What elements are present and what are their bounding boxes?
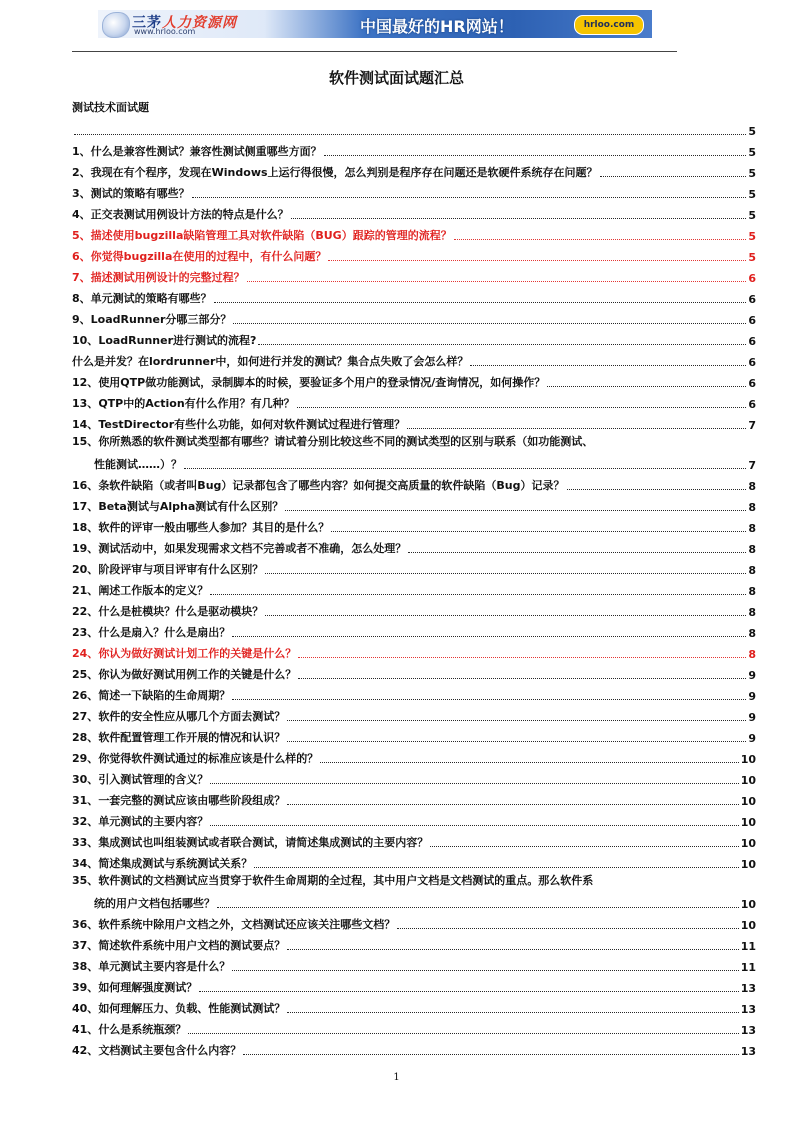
- toc-entry[interactable]: [72, 932, 756, 953]
- toc-dot-leader: [397, 927, 738, 929]
- toc-entry-page: 5: [748, 230, 756, 243]
- toc-dot-leader: [297, 406, 747, 408]
- toc-dot-leader: [214, 301, 747, 303]
- toc-entry-number: 24、: [72, 647, 99, 660]
- toc-entry-label: LoadRunner分哪三部分？: [90, 313, 232, 326]
- toc-entry-label: 什么是兼容性测试？兼容性测试侧重哪些方面？: [90, 145, 322, 158]
- toc-entry-label: 测试活动中，如果发现需求文档不完善或者不准确，怎么处理？: [98, 542, 407, 555]
- toc-entry[interactable]: [72, 432, 756, 472]
- toc-entry[interactable]: [72, 682, 756, 703]
- toc-entry-number: 19、: [72, 542, 99, 555]
- toc-entry[interactable]: [72, 871, 756, 911]
- toc-entry-label-continued: 统的用户文档包括哪些？: [94, 897, 215, 910]
- toc-entry-label: 软件系统中除用户文档之外，文档测试还应该关注哪些文档？: [98, 918, 396, 931]
- toc-dot-leader: [210, 593, 746, 595]
- toc-entry-label: TestDirector有些什么功能，如何对软件测试过程进行管理？: [98, 418, 406, 431]
- toc-entry-page: 10: [740, 753, 756, 766]
- toc-entry-label: 简述集成测试与系统测试关系？: [98, 857, 253, 870]
- toc-entry-label: 如何理解强度测试？: [98, 981, 198, 994]
- toc-dot-leader: [324, 154, 747, 156]
- toc-entry[interactable]: [72, 1016, 756, 1037]
- toc-entry-page: 8: [748, 585, 756, 598]
- toc-entry-page: 11: [740, 940, 756, 953]
- toc-entry[interactable]: [72, 138, 756, 159]
- toc-entry-label: 测试的策略有哪些？: [90, 187, 190, 200]
- toc-entry-page: 10: [740, 858, 756, 871]
- toc-entry[interactable]: [72, 222, 756, 243]
- toc-dot-leader: [407, 427, 746, 429]
- toc-entry-number: 12、: [72, 376, 99, 389]
- toc-entry[interactable]: [72, 995, 756, 1016]
- toc-dot-leader: [287, 1011, 738, 1013]
- toc-entry-label: 简述一下缺陷的生命周期？: [98, 689, 231, 702]
- toc-entry-number: 30、: [72, 773, 99, 786]
- toc-entry-number: 8、: [72, 292, 91, 305]
- toc-entry-page: 8: [748, 606, 756, 619]
- toc-entry-label: 单元测试的策略有哪些？: [90, 292, 212, 305]
- toc-entry-number: 5、: [72, 229, 91, 242]
- toc-entry-page: 13: [740, 982, 756, 995]
- toc-entry[interactable]: [72, 201, 756, 222]
- toc-entry-number: 16、: [72, 479, 99, 492]
- toc-entry-number: 14、: [72, 418, 99, 431]
- toc-dot-leader: [430, 845, 738, 847]
- toc-dot-leader: [287, 803, 738, 805]
- toc-entry-label: 描述使用bugzilla缺陷管理工具对软件缺陷（BUG）跟踪的管理的流程？: [90, 229, 452, 242]
- toc-entry-number: 10、: [72, 334, 99, 347]
- toc-entry-label: 简述软件系统中用户文档的测试要点？: [98, 939, 286, 952]
- toc-entry-page: 6: [748, 272, 756, 285]
- logo-main: 三茅: [132, 15, 162, 31]
- toc-entry-number: 38、: [72, 960, 99, 973]
- toc-entry[interactable]: [72, 306, 756, 327]
- toc-entry-label: QTP中的Action有什么作用？有几种？: [98, 397, 295, 410]
- toc-dot-leader: [232, 969, 738, 971]
- toc-entry[interactable]: [72, 535, 756, 556]
- toc-entry-number: 13、: [72, 397, 99, 410]
- toc-entry-number: 27、: [72, 710, 99, 723]
- toc-entry-number: 33、: [72, 836, 99, 849]
- toc-entry-number: 39、: [72, 981, 99, 994]
- banner-slogan: 中国最好的HR网站！: [360, 17, 514, 36]
- toc-entry-label: 什么是系统瓶颈？: [98, 1023, 187, 1036]
- toc-entry-page: 6: [748, 356, 756, 369]
- toc-entry-page: 5: [748, 188, 756, 201]
- toc-entry[interactable]: [72, 808, 756, 829]
- toc-entry-label: 软件测试的文档测试应当贯穿于软件生命周期的全过程，其中用户文档是文档测试的重点。那么软件系: [98, 874, 594, 887]
- toc-dot-leader: [217, 906, 739, 908]
- toc-entry-label: 什么是桩模块？什么是驱动模块？: [98, 605, 264, 618]
- toc-entry-number: 25、: [72, 668, 99, 681]
- toc-entry[interactable]: [72, 661, 756, 682]
- toc-entry-number: 42、: [72, 1044, 99, 1057]
- toc-entry-label: 文档测试主要包含什么内容？: [98, 1044, 242, 1057]
- toc-entry-label: 正交表测试用例设计方法的特点是什么？: [90, 208, 289, 221]
- toc-entry-number: 34、: [72, 857, 99, 870]
- toc-entry-page: 10: [740, 837, 756, 850]
- toc-entry-page: 5: [748, 209, 756, 222]
- toc-entry-label: 你所熟悉的软件测试类型都有哪些？请试着分别比较这些不同的测试类型的区别与联系（如功能测试、: [98, 435, 594, 448]
- toc-entry[interactable]: [72, 577, 756, 598]
- toc-entry-number: 36、: [72, 918, 99, 931]
- toc-entry-number: 31、: [72, 794, 99, 807]
- toc-entry-page: 8: [748, 564, 756, 577]
- toc-entry-page: 10: [740, 919, 756, 932]
- toc-entry-page: 9: [748, 669, 756, 682]
- toc-entry-number: 41、: [72, 1023, 99, 1036]
- toc-entry[interactable]: [72, 640, 756, 661]
- toc-entry-number: 26、: [72, 689, 99, 702]
- toc-entry-page: 5: [748, 167, 756, 180]
- toc-entry-number: 18、: [72, 521, 99, 534]
- toc-dot-leader: [320, 761, 738, 763]
- toc-entry-number: 4、: [72, 208, 91, 221]
- logo-url: www.hrloo.com: [134, 27, 196, 36]
- toc-entry-page: 10: [740, 774, 756, 787]
- toc-dot-leader: [265, 614, 746, 616]
- toc-entry-page: 8: [748, 522, 756, 535]
- toc-entry-label: 我现在有个程序，发现在Windows上运行得很慢，怎么判别是程序存在问题还是软硬件系统存在问题？: [90, 166, 598, 179]
- toc-entry[interactable]: [72, 974, 756, 995]
- toc-entry-number: 9、: [72, 313, 91, 326]
- toc-entry-number: 3、: [72, 187, 91, 200]
- toc-entry-label: 条软件缺陷（或者叫Bug）记录都包含了哪些内容？如何提交高质量的软件缺陷（Bug）记录？: [98, 479, 565, 492]
- toc-entry-page: 6: [748, 377, 756, 390]
- toc-entry-page: 6: [748, 335, 756, 348]
- toc-entry[interactable]: [72, 598, 756, 619]
- toc-entry[interactable]: [72, 787, 756, 808]
- toc-entry[interactable]: [72, 243, 756, 264]
- site-badge[interactable]: hrloo.com: [574, 15, 644, 35]
- toc-entry-number: 28、: [72, 731, 99, 744]
- toc-entry[interactable]: [72, 264, 756, 285]
- toc-entry-number: 1、: [72, 145, 91, 158]
- toc-entry-label: 什么是并发？在lordrunner中，如何进行并发的测试？集合点失败了会怎么样？: [72, 355, 469, 368]
- toc-dot-leader: [184, 467, 746, 469]
- toc-entry[interactable]: [72, 1037, 756, 1058]
- toc-dot-leader: [243, 1053, 738, 1055]
- toc-entry[interactable]: [72, 766, 756, 787]
- toc-entry-page: 10: [740, 898, 756, 911]
- toc-entry-number: 20、: [72, 563, 99, 576]
- toc-dot-leader: [74, 133, 746, 135]
- toc-entry[interactable]: [72, 285, 756, 306]
- toc-dot-leader: [210, 782, 738, 784]
- toc-entry-number: 22、: [72, 605, 99, 618]
- toc-entry-label: 你认为做好测试用例工作的关键是什么？: [98, 668, 297, 681]
- toc-dot-leader: [287, 719, 746, 721]
- toc-entry-number: 37、: [72, 939, 99, 952]
- toc-entry[interactable]: [72, 493, 756, 514]
- toc-entry[interactable]: [72, 745, 756, 766]
- toc-dot-leader: [232, 698, 746, 700]
- section-title: 测试技术面试题: [72, 101, 149, 114]
- toc-dot-leader: [567, 488, 747, 490]
- toc-entry-page: 8: [748, 648, 756, 661]
- toc-entry-page: 8: [748, 480, 756, 493]
- toc-entry-number: 17、: [72, 500, 99, 513]
- toc-entry-label: 单元测试的主要内容？: [98, 815, 209, 828]
- toc-entry-label: 阶段评审与项目评审有什么区别？: [98, 563, 264, 576]
- toc-dot-leader: [600, 175, 747, 177]
- toc-dot-leader: [265, 572, 746, 574]
- toc-entry-number: 6、: [72, 250, 91, 263]
- toc-entry-label: LoadRunner进行测试的流程?: [98, 334, 257, 347]
- header-banner[interactable]: [98, 10, 652, 38]
- toc-dot-leader: [199, 990, 738, 992]
- toc-dot-leader: [298, 656, 746, 658]
- toc-entry-number: 32、: [72, 815, 99, 828]
- toc-entry[interactable]: [72, 411, 756, 432]
- toc-entry[interactable]: [72, 953, 756, 974]
- toc-entry-label: 什么是扇入？什么是扇出？: [98, 626, 231, 639]
- toc-entry-label: 单元测试主要内容是什么？: [98, 960, 231, 973]
- toc-entry-number: 2、: [72, 166, 91, 179]
- toc-entry-page: 11: [740, 961, 756, 974]
- toc-entry[interactable]: [72, 369, 756, 390]
- toc-entry-page: 9: [748, 711, 756, 724]
- toc-entry-label: 集成测试也叫组装测试或者联合测试，请简述集成测试的主要内容？: [98, 836, 429, 849]
- toc-entry-page: 8: [748, 627, 756, 640]
- toc-dot-leader: [192, 196, 747, 198]
- toc-entry-label: 软件配置管理工作开展的情况和认识？: [98, 731, 286, 744]
- toc-entry-label: 你觉得bugzilla在使用的过程中，有什么问题？: [90, 250, 327, 263]
- toc-entry[interactable]: [72, 556, 756, 577]
- document-title: 软件测试面试题汇总: [328, 69, 464, 87]
- toc-dot-leader: [287, 948, 738, 950]
- toc-entry-page: 6: [748, 293, 756, 306]
- toc-entry-number: 29、: [72, 752, 99, 765]
- toc-entry-label: 软件的评审一般由哪些人参加？其目的是什么？: [98, 521, 330, 534]
- toc-entry-page: 7: [748, 459, 756, 472]
- toc-entry-label: 你觉得软件测试通过的标准应该是什么样的？: [98, 752, 319, 765]
- toc-entry-label: 软件的安全性应从哪几个方面去测试？: [98, 710, 286, 723]
- toc-dot-leader: [254, 866, 738, 868]
- toc-entry-number: 7、: [72, 271, 91, 284]
- toc-entry[interactable]: [72, 390, 756, 411]
- toc-entry-page: 13: [740, 1003, 756, 1016]
- toc-entry-page: 9: [748, 732, 756, 745]
- toc-entry-page: 5: [748, 146, 756, 159]
- toc-entry-page: 10: [740, 816, 756, 829]
- toc-entry-label: 使用QTP做功能测试，录制脚本的时候，要验证多个用户的登录情况/查询情况，如何操作？: [98, 376, 546, 389]
- toc-entry-page: 8: [748, 543, 756, 556]
- toc-entry[interactable]: [72, 180, 756, 201]
- toc-dot-leader: [232, 635, 746, 637]
- toc-dot-leader: [287, 740, 746, 742]
- toc-dot-leader: [285, 509, 746, 511]
- toc-entry-page: 13: [740, 1024, 756, 1037]
- toc-entry[interactable]: [72, 472, 756, 493]
- toc-entry-label-continued: 性能测试……）？: [94, 458, 182, 471]
- toc-entry[interactable]: [72, 724, 756, 745]
- toc-entry-page: 9: [748, 690, 756, 703]
- toc-entry[interactable]: [72, 703, 756, 724]
- toc-dot-leader: [291, 217, 747, 219]
- toc-entry[interactable]: [72, 619, 756, 640]
- logo-accent: 人力资源网: [162, 15, 237, 31]
- toc-entry-label: 阐述工作版本的定义？: [98, 584, 209, 597]
- toc-entry-label: Beta测试与Alpha测试有什么区别？: [98, 500, 284, 513]
- toc-entry-number: 21、: [72, 584, 99, 597]
- toc-entry-label: 描述测试用例设计的完整过程？: [90, 271, 245, 284]
- toc-entry-page: 6: [748, 398, 756, 411]
- toc-entry-page: 7: [748, 419, 756, 432]
- toc-entry[interactable]: [72, 348, 756, 369]
- toc-dot-leader: [188, 1032, 738, 1034]
- toc-entry-label: 如何理解压力、负载、性能测试测试？: [98, 1002, 286, 1015]
- toc-dot-leader: [547, 385, 746, 387]
- toc-entry[interactable]: [72, 159, 756, 180]
- toc-entry[interactable]: [72, 514, 756, 535]
- toc-dot-leader: [331, 530, 746, 532]
- toc-dot-leader: [233, 322, 746, 324]
- toc-entry-label: 一套完整的测试应该由哪些阶段组成？: [98, 794, 286, 807]
- toc-entry[interactable]: [72, 850, 756, 871]
- toc-entry-number: 15、: [72, 435, 99, 448]
- toc-dot-leader: [210, 824, 738, 826]
- toc-entry-label: 引入测试管理的含义？: [98, 773, 209, 786]
- page-number: 1: [393, 1072, 400, 1083]
- toc-entry-number: 23、: [72, 626, 99, 639]
- toc-entry-number: 35、: [72, 874, 99, 887]
- toc-dot-leader: [408, 551, 746, 553]
- toc-dot-leader: [298, 677, 746, 679]
- toc-entry-number: 40、: [72, 1002, 99, 1015]
- toc-dot-leader: [328, 259, 746, 261]
- toc-entry[interactable]: [72, 327, 756, 348]
- toc-entry-page: 13: [740, 1045, 756, 1058]
- toc-entry-page: 5: [748, 125, 756, 138]
- rabbit-logo-icon: [102, 12, 130, 38]
- toc-entry-label: 你认为做好测试计划工作的关键是什么？: [98, 647, 297, 660]
- toc-entry[interactable]: [72, 829, 756, 850]
- toc-dot-leader: [454, 238, 747, 240]
- toc-entry-page: 8: [748, 501, 756, 514]
- toc-entry-page: 5: [748, 251, 756, 264]
- toc-entry-page: 10: [740, 795, 756, 808]
- table-of-contents: [72, 117, 756, 1058]
- toc-entry-page: 6: [748, 314, 756, 327]
- toc-dot-leader: [258, 343, 746, 345]
- toc-entry[interactable]: [72, 117, 756, 138]
- toc-dot-leader: [247, 280, 747, 282]
- toc-dot-leader: [470, 364, 746, 366]
- toc-entry[interactable]: [72, 911, 756, 932]
- header-divider: [72, 51, 677, 52]
